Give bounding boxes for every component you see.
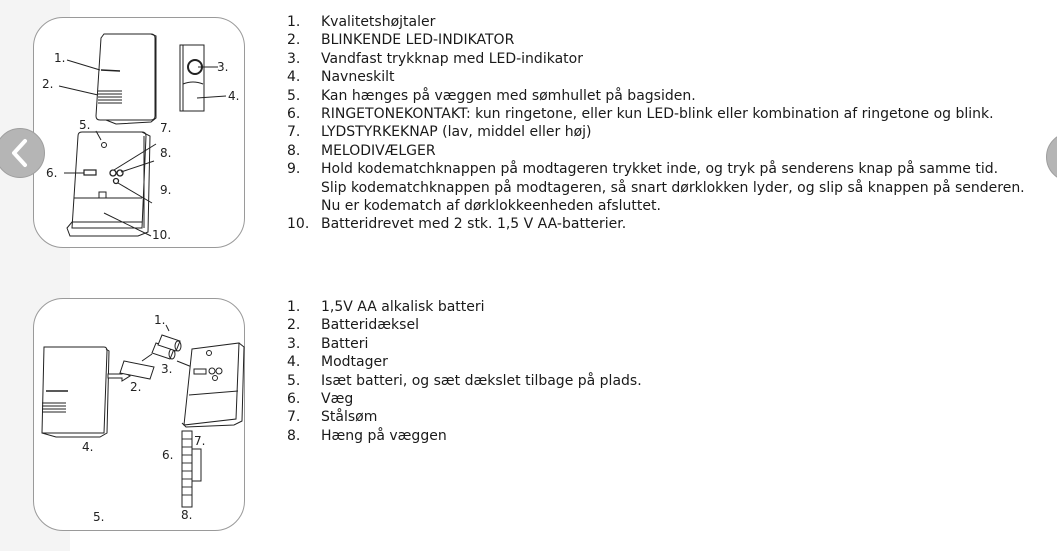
battery-installation-illustration [33,298,245,531]
list-item [287,316,642,334]
item-text: Batteridæksel [321,317,419,334]
item-number: 8. [287,142,301,159]
item-number: 9. [287,161,301,178]
item-number: 4. [287,354,301,371]
fig1-label-7: 7. [160,121,172,135]
list-item [287,298,642,316]
item-number: 7. [287,409,301,426]
list-item [287,408,642,426]
item-number: 5. [287,372,301,389]
item-number: 5. [287,87,301,104]
item-text: RINGETONEKONTAKT: kun ringetone, eller kun LED-blink eller kombination af ringetone og blink. [321,106,994,123]
item-text: Vandfast trykknap med LED-indikator [321,50,583,67]
fig1-label-9: 9. [160,183,172,197]
item-text: Navneskilt [321,69,395,86]
item-number: 2. [287,32,301,49]
item-text: MELODIVÆLGER [321,142,436,159]
item-text: Batteri [321,335,369,352]
item-number: 4. [287,69,301,86]
receiver-front-drawing [59,34,156,124]
receiver-back-drawing-2 [182,343,244,427]
fig1-label-8: 8. [160,146,172,160]
item-text: LYDSTYRKEKNAP (lav, middel eller høj) [321,124,592,141]
fig2-label-6: 6. [162,448,174,462]
fig1-label-3: 3. [217,60,229,74]
batteries-drawing [142,325,192,367]
fig1-label-6: 6. [46,166,58,180]
item-text: Kvalitetshøjtaler [321,14,436,30]
item-number: 3. [287,335,301,352]
fig2-label-1: 1. [154,313,166,327]
list-item [287,215,1025,233]
item-text: Hæng på væggen [321,427,447,444]
item-text: Modtager [321,354,388,371]
item-number: 3. [287,50,301,67]
item-number: 6. [287,391,301,408]
list-item [287,123,1025,141]
item-text: Væg [321,391,354,408]
list-item [287,68,1025,86]
fig1-label-10: 10. [152,228,172,242]
list-item [287,390,642,408]
fig2-label-2: 2. [130,380,142,394]
list-item [287,31,1025,49]
fig1-label-2: 2. [42,77,54,91]
parts-description-list [287,13,1025,234]
battery-steps-list [287,298,642,445]
item-text: Batteridrevet med 2 stk. 1,5 V AA-batterier. [321,216,627,233]
item-text: Isæt batteri, og sæt dækslet tilbage på plads. [321,372,642,389]
list-item [287,142,1025,160]
list-item [287,87,1025,105]
fig2-label-4: 4. [82,440,94,454]
item-number: 1. [287,299,301,315]
fig2-label-5: 5. [93,510,105,524]
receiver-back-drawing [64,131,156,236]
fig2-label-3: 3. [161,362,173,376]
item-number: 7. [287,124,301,141]
fig2-label-7: 7. [194,434,206,448]
item-number: 1. [287,14,301,30]
item-text: 1,5V AA alkalisk batteri [321,299,485,315]
item-number: 2. [287,317,301,334]
list-item [287,160,1025,215]
list-item [287,427,642,445]
list-item [287,372,642,390]
doorbell-parts-illustration [33,17,245,248]
list-item [287,13,1025,31]
list-item [287,353,642,371]
item-number: 6. [287,106,301,123]
item-text: Kan hænges på væggen med sømhullet på bagsiden. [321,87,696,104]
push-button-drawing [180,45,229,111]
item-text: Stålsøm [321,409,378,426]
item-text: BLINKENDE LED-INDIKATOR [321,32,515,49]
list-item [287,105,1025,123]
fig1-label-4: 4. [228,89,240,103]
item-number: 10. [287,216,310,233]
next-slide-button[interactable] [1046,132,1057,182]
fig1-label-1: 1. [54,51,66,65]
receiver-front-drawing-2 [42,347,109,437]
chevron-left-icon [8,137,32,169]
item-text: Hold kodematchknappen på modtageren trykket inde, og tryk på senderens knap på samme tid. Slip kodematchknappen på modtageren, så snart dørklokken lyder, og slip så knappen på senderen. Nu er kodematch af dørklokkeenheden afsluttet. [321,161,1025,215]
item-number: 8. [287,427,301,444]
list-item [287,335,642,353]
list-item [287,50,1025,68]
fig1-label-5: 5. [79,118,91,132]
fig2-label-8: 8. [181,508,193,522]
